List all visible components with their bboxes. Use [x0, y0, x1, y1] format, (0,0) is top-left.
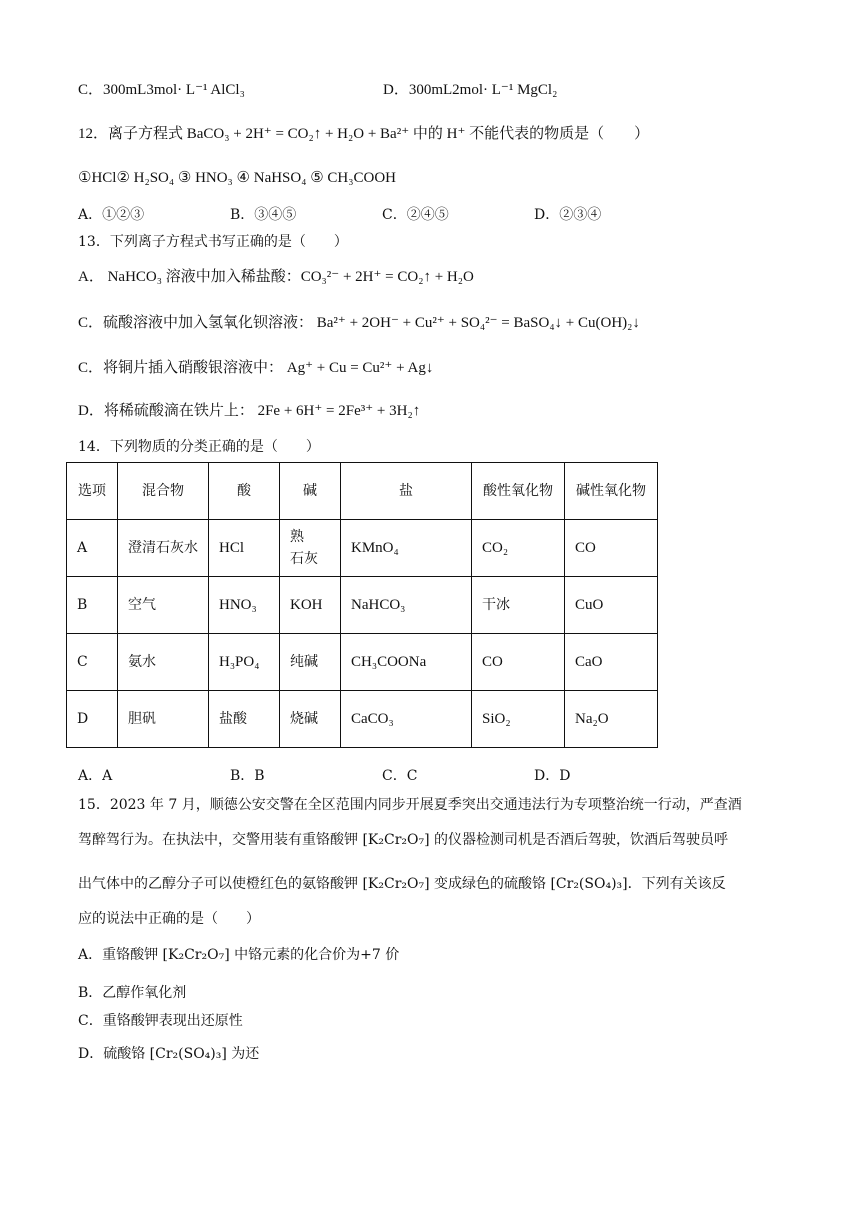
table-cell: 熟 石灰 [280, 520, 341, 577]
header-acidic-oxide: 酸性氧化物 [472, 463, 565, 520]
q11-option-c: C．300mL3mol· L⁻¹ AlCl₃ [78, 82, 245, 98]
header-option: 选项 [67, 463, 118, 520]
q12-items: ①HCl② H₂SO₄ ③ HNO₃ ④ NaHSO₄ ⑤ CH₃COOH [78, 170, 396, 186]
q14-stem: 14．下列物质的分类正确的是（ ） [78, 439, 320, 455]
table-cell: NaHCO₃ [341, 577, 472, 634]
q13-option-d: D．将稀硫酸滴在铁片上： 2Fe + 6H⁺ = 2Fe³⁺ + 3H₂↑ [78, 403, 421, 419]
q15-option-a: A．重铬酸钾 [K₂Cr₂O₇] 中铬元素的化合价为+7 价 [78, 947, 400, 963]
table-row [67, 520, 658, 577]
table-cell: 纯碱 [280, 634, 341, 691]
q15-option-c: C．重铬酸钾表现出还原性 [78, 1013, 243, 1029]
table-cell: 烧碱 [280, 691, 341, 748]
classification-table [66, 462, 658, 748]
q12-option-d: D．②③④ [534, 207, 602, 223]
table-cell: D [67, 691, 118, 748]
table-cell: CO [565, 520, 658, 577]
table-cell: 澄清石灰水 [118, 520, 209, 577]
q15-option-b: B．乙醇作氧化剂 [78, 985, 187, 1001]
table-cell: HNO₃ [209, 577, 280, 634]
q14-option-a: A．A [78, 768, 113, 784]
table-cell: 盐酸 [209, 691, 280, 748]
table-cell: HCl [209, 520, 280, 577]
header-mixture: 混合物 [118, 463, 209, 520]
q13-option-b: C．硫酸溶液中加入氢氧化钡溶液： Ba²⁺ + 2OH⁻ + Cu²⁺ + SO₄²⁻ = BaSO₄↓ + Cu(OH)₂↓ [78, 315, 640, 331]
header-basic-oxide: 碱性氧化物 [565, 463, 658, 520]
header-acid: 酸 [209, 463, 280, 520]
table-cell: C [67, 634, 118, 691]
table-cell: Na₂O [565, 691, 658, 748]
q14-option-c: C．C [382, 768, 418, 784]
q14-option-d: D．D [534, 768, 571, 784]
table-cell: SiO₂ [472, 691, 565, 748]
q13-option-a: A． NaHCO₃ 溶液中加入稀盐酸：CO₃²⁻ + 2H⁺ = CO₂↑ + H₂O [78, 269, 474, 285]
table-row [67, 691, 658, 748]
q12-option-b: B．③④⑤ [230, 207, 297, 223]
q15-stem-line-2: 驾醉驾行为。在执法中，交警用装有重铬酸钾 [K₂Cr₂O₇] 的仪器检测司机是否酒后驾驶，饮酒后驾驶员呼 [78, 832, 728, 848]
q14-option-b: B．B [230, 768, 265, 784]
table-cell: KOH [280, 577, 341, 634]
q15-stem-line-4: 应的说法中正确的是（ ） [78, 911, 260, 927]
q13-stem: 13．下列离子方程式书写正确的是（ ） [78, 234, 348, 250]
table-cell: H₃PO₄ [209, 634, 280, 691]
table-cell: A [67, 520, 118, 577]
table-cell: B [67, 577, 118, 634]
table-cell: CO₂ [472, 520, 565, 577]
table-row [67, 634, 658, 691]
table-cell: 胆矾 [118, 691, 209, 748]
q11-option-d: D．300mL2mol· L⁻¹ MgCl₂ [383, 82, 558, 98]
q15-stem-line-1: 15．2023 年 7 月，顺德公安交警在全区范围内同步开展夏季突出交通违法行为专项整治统一行动，严查酒 [78, 797, 742, 813]
q15-stem-line-3: 出气体中的乙醇分子可以使橙红色的氨铬酸钾 [K₂Cr₂O₇] 变成绿色的硫酸铬 [Cr₂(SO₄)₃]．下列有关该反 [78, 876, 726, 892]
table-cell: 干冰 [472, 577, 565, 634]
q12-stem: 12．离子方程式 BaCO₃ + 2H⁺ = CO₂↑ + H₂O + Ba²⁺ 中的 H⁺ 不能代表的物质是（ ） [78, 126, 650, 142]
header-salt: 盐 [341, 463, 472, 520]
table-cell: 氨水 [118, 634, 209, 691]
table-cell: CaCO₃ [341, 691, 472, 748]
table-row [67, 577, 658, 634]
table-cell: 空气 [118, 577, 209, 634]
q15-option-d: D．硫酸铬 [Cr₂(SO₄)₃] 为还 [78, 1046, 260, 1062]
table-cell: CaO [565, 634, 658, 691]
q13-option-c: C．将铜片插入硝酸银溶液中： Ag⁺ + Cu = Cu²⁺ + Ag↓ [78, 360, 434, 376]
table-cell: KMnO₄ [341, 520, 472, 577]
table-cell: CuO [565, 577, 658, 634]
q12-option-a: A．①②③ [78, 207, 145, 223]
table-cell: CH₃COONa [341, 634, 472, 691]
header-base: 碱 [280, 463, 341, 520]
table-cell: CO [472, 634, 565, 691]
q12-option-c: C．②④⑤ [382, 207, 449, 223]
table-header-row [67, 463, 658, 520]
